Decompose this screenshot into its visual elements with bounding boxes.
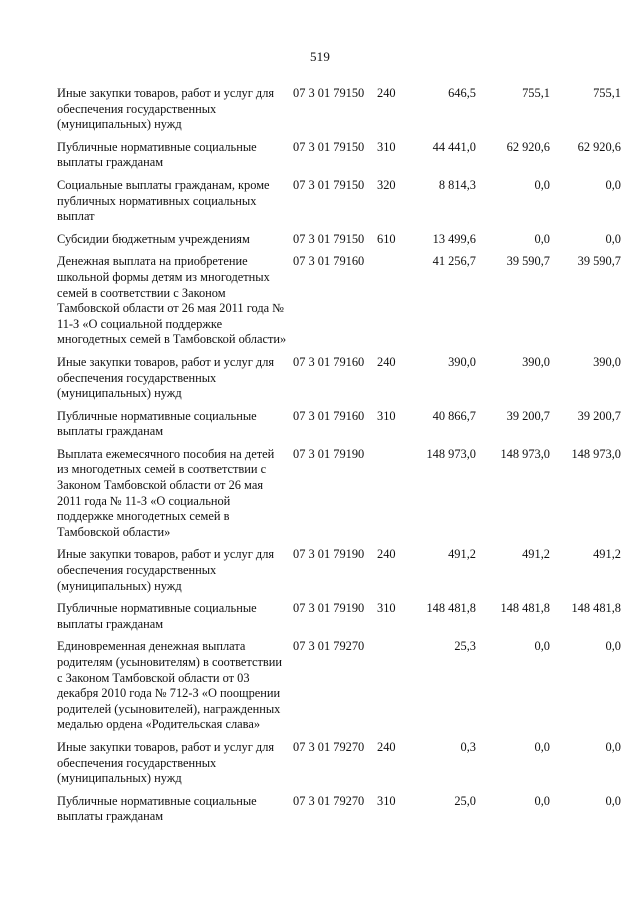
table-row (57, 231, 621, 248)
amount-year-2: 0,0 (534, 739, 550, 754)
expense-name: Единовременная денежная выплата родителям (усыновителям) в соответствии с Законом Тамбовской области от 03 декабря 2010 года № 712-З «О поощрении родителей (усыновителей), награжденных медалью ордена «Родительская слава» (57, 639, 282, 732)
amount-year-3: 62 920,6 (577, 139, 621, 154)
table-row (57, 177, 621, 225)
expense-kind-code: 310 (377, 601, 396, 616)
amount-year-1: 40 866,7 (432, 408, 476, 423)
amount-year-1: 25,3 (454, 639, 476, 654)
budget-table (57, 86, 621, 832)
amount-year-2: 390,0 (522, 354, 550, 369)
target-article-code: 07 3 01 79150 (293, 86, 365, 100)
expense-name: Публичные нормативные социальные выплаты гражданам (57, 408, 257, 439)
table-row (57, 86, 621, 133)
expense-kind-code: 240 (377, 86, 396, 100)
table-row (57, 446, 621, 541)
amount-year-2: 0,0 (534, 639, 550, 654)
amount-year-1: 148 973,0 (426, 446, 476, 461)
expense-name: Иные закупки товаров, работ и услуг для обеспечения государственных (муниципальных) нужд (57, 739, 275, 786)
expense-name: Субсидии бюджетным учреждениям (57, 231, 250, 246)
target-article-code: 07 3 01 79150 (293, 231, 365, 246)
amount-year-2: 62 920,6 (506, 139, 550, 154)
amount-year-3: 39 200,7 (577, 408, 621, 423)
amount-year-3: 148 973,0 (571, 446, 621, 461)
expense-kind-code: 240 (377, 739, 396, 754)
target-article-code: 07 3 01 79160 (293, 254, 365, 269)
expense-kind-code: 240 (377, 354, 396, 369)
amount-year-2: 0,0 (534, 177, 550, 192)
amount-year-1: 44 441,0 (432, 139, 476, 154)
table-row (57, 354, 621, 402)
target-article-code: 07 3 01 79160 (293, 354, 365, 369)
table-row (57, 254, 621, 348)
expense-name: Социальные выплаты гражданам, кроме публичных нормативных социальных выплат (57, 177, 270, 224)
target-article-code: 07 3 01 79190 (293, 601, 365, 616)
expense-kind-code: 610 (377, 231, 396, 246)
target-article-code: 07 3 01 79150 (293, 177, 365, 192)
amount-year-3: 39 590,7 (577, 254, 621, 269)
amount-year-2: 755,1 (522, 86, 550, 100)
expense-name: Денежная выплата на приобретение школьной формы детям из многодетных семей в соответствии с Законом Тамбовской области от 26 мая 2011 года № 11-З «О социальной поддержке многодетных семей в Тамбовской области» (57, 254, 287, 347)
table-row (57, 793, 621, 825)
amount-year-3: 390,0 (593, 354, 621, 369)
amount-year-2: 148 481,8 (500, 601, 550, 616)
amount-year-1: 25,0 (454, 793, 476, 808)
amount-year-1: 41 256,7 (432, 254, 476, 269)
expense-name: Выплата ежемесячного пособия на детей из многодетных семей в соответствии с Законом Тамбовской области от 26 мая 2011 года № 11-З «О социальной поддержке многодетных семей в Тамбовской области» (57, 446, 275, 539)
target-article-code: 07 3 01 79270 (293, 639, 365, 654)
amount-year-3: 491,2 (593, 547, 621, 562)
expense-kind-code: 310 (377, 408, 396, 423)
expense-kind-code: 240 (377, 547, 396, 562)
amount-year-3: 148 481,8 (571, 601, 621, 616)
amount-year-1: 390,0 (448, 354, 476, 369)
amount-year-2: 148 973,0 (500, 446, 550, 461)
amount-year-2: 0,0 (534, 793, 550, 808)
amount-year-1: 0,3 (460, 739, 476, 754)
target-article-code: 07 3 01 79270 (293, 739, 365, 754)
expense-name: Публичные нормативные социальные выплаты гражданам (57, 601, 257, 631)
target-article-code: 07 3 01 79190 (293, 446, 365, 461)
amount-year-3: 0,0 (605, 231, 621, 246)
table-row (57, 408, 621, 440)
amount-year-2: 491,2 (522, 547, 550, 562)
amount-year-2: 39 200,7 (506, 408, 550, 423)
amount-year-3: 0,0 (605, 739, 621, 754)
table-row (57, 739, 621, 787)
amount-year-2: 39 590,7 (506, 254, 550, 269)
amount-year-1: 8 814,3 (438, 177, 476, 192)
amount-year-1: 491,2 (448, 547, 476, 562)
target-article-code: 07 3 01 79270 (293, 793, 365, 808)
target-article-code: 07 3 01 79150 (293, 139, 365, 154)
table-row (57, 139, 621, 171)
expense-kind-code: 310 (377, 139, 396, 154)
amount-year-3: 0,0 (605, 177, 621, 192)
amount-year-1: 148 481,8 (426, 601, 476, 616)
amount-year-3: 0,0 (605, 639, 621, 654)
expense-name: Иные закупки товаров, работ и услуг для обеспечения государственных (муниципальных) нужд (57, 86, 275, 132)
amount-year-1: 13 499,6 (432, 231, 476, 246)
amount-year-1: 646,5 (448, 86, 476, 100)
expense-kind-code: 320 (377, 177, 396, 192)
table-row (57, 639, 621, 733)
expense-name: Иные закупки товаров, работ и услуг для обеспечения государственных (муниципальных) нужд (57, 547, 275, 593)
amount-year-3: 755,1 (593, 86, 621, 100)
target-article-code: 07 3 01 79160 (293, 408, 365, 423)
target-article-code: 07 3 01 79190 (293, 547, 365, 562)
table-row (57, 547, 621, 594)
amount-year-3: 0,0 (605, 793, 621, 808)
expense-kind-code: 310 (377, 793, 396, 808)
expense-name: Публичные нормативные социальные выплаты гражданам (57, 793, 257, 824)
page-number: 519 (309, 49, 331, 64)
expense-name: Публичные нормативные социальные выплаты гражданам (57, 139, 257, 170)
expense-name: Иные закупки товаров, работ и услуг для обеспечения государственных (муниципальных) нужд (57, 354, 275, 401)
amount-year-2: 0,0 (534, 231, 550, 246)
table-row (57, 601, 621, 632)
